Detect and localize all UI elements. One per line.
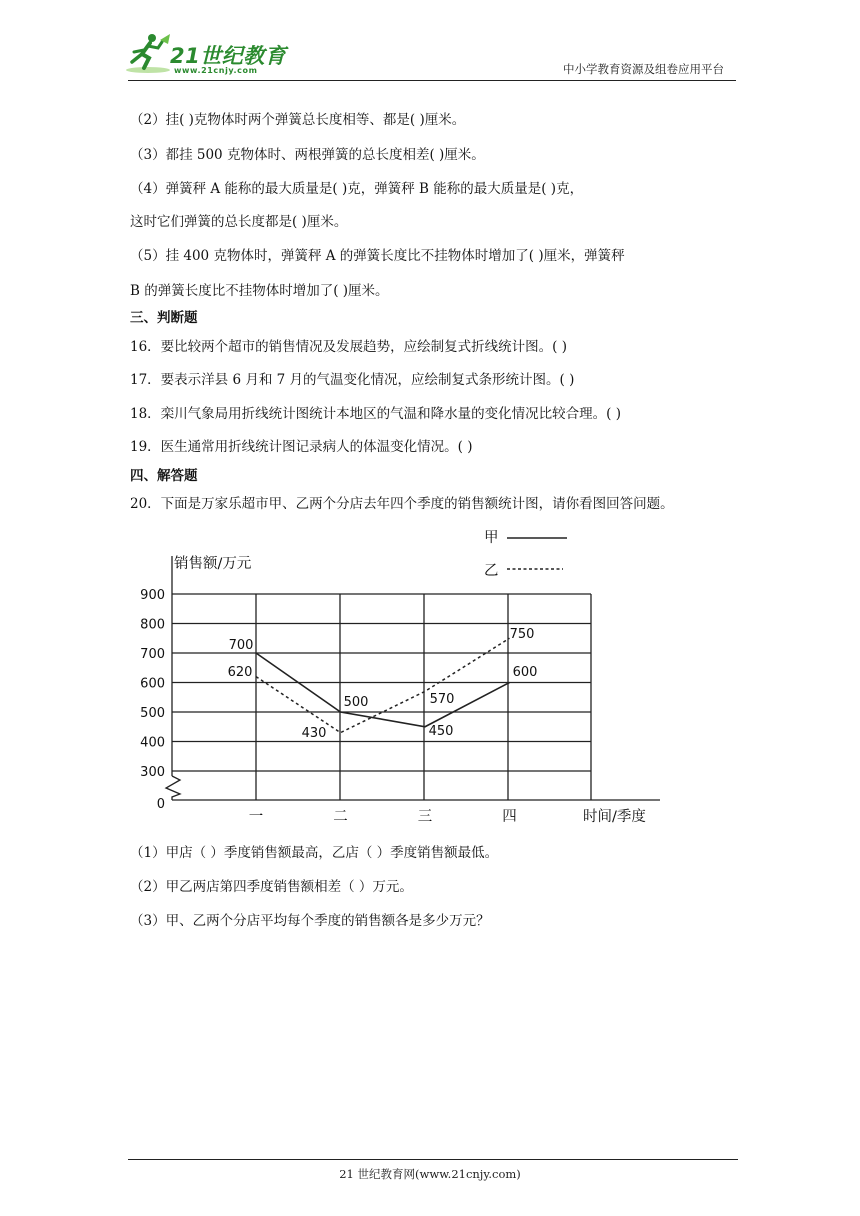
question-17: 17．要表示洋县 6 月和 7 月的气温变化情况，应绘制复式条形统计图。( ) xyxy=(130,372,575,388)
x-tick-label: 一 xyxy=(248,809,264,825)
legend-label-yi: 乙 xyxy=(484,563,499,579)
data-label-yi: 570 xyxy=(429,692,455,707)
data-label-jia: 700 xyxy=(228,638,254,653)
question-15-3: （3）都挂 500 克物体时、两根弹簧的总长度相差( )厘米。 xyxy=(130,147,485,163)
logo-brand-text: 21世纪教育 xyxy=(170,44,287,68)
footer-text: 21 世纪教育网(www.21cnjy.com) xyxy=(339,1167,521,1181)
x-tick-label: 四 xyxy=(502,809,517,825)
data-label-yi: 750 xyxy=(509,627,535,642)
data-label-yi: 430 xyxy=(301,726,327,741)
question-18: 18．栾川气象局用折线统计图统计本地区的气温和降水量的变化情况比较合理。( ) xyxy=(130,406,622,422)
footer-divider xyxy=(128,1159,738,1160)
question-15-2: （2）挂( )克物体时两个弹簧总长度相等、都是( )厘米。 xyxy=(130,112,466,128)
question-15-4-line2: 这时它们弹簧的总长度都是( )厘米。 xyxy=(130,214,348,230)
question-20: 20．下面是万家乐超市甲、乙两个分店去年四个季度的销售额统计图，请你看图回答问题。 xyxy=(130,496,674,512)
question-15-4-line1: （4）弹簧秤 A 能称的最大质量是( )克，弹簧秤 B 能称的最大质量是( )克， xyxy=(130,181,584,197)
platform-name: 中小学教育资源及组卷应用平台 xyxy=(563,62,724,76)
question-20-3: （3）甲、乙两个分店平均每个季度的销售额各是多少万元？ xyxy=(130,913,490,929)
y-tick-label: 600 xyxy=(140,676,165,692)
data-label-jia: 600 xyxy=(512,665,538,680)
question-16: 16．要比较两个超市的销售情况及发展趋势，应绘制复式折线统计图。( ) xyxy=(130,339,568,355)
y-tick-label: 300 xyxy=(140,765,165,780)
y-tick-label: 0 xyxy=(156,797,165,812)
question-19: 19．医生通常用折线统计图记录病人的体温变化情况。( ) xyxy=(130,439,473,455)
logo-url-text: www.21cnjy.com xyxy=(174,66,258,75)
section-heading-answer: 四、解答题 xyxy=(130,468,198,484)
question-20-2: （2）甲乙两店第四季度销售额相差（ ）万元。 xyxy=(130,879,413,895)
data-label-jia: 500 xyxy=(343,695,369,710)
y-tick-label: 400 xyxy=(140,735,165,751)
section-heading-judgement: 三、判断题 xyxy=(130,310,198,326)
y-tick-label: 500 xyxy=(140,706,165,721)
question-15-5-line1: （5）挂 400 克物体时，弹簧秤 A 的弹簧长度比不挂物体时增加了( )厘米，弹簧秤 xyxy=(130,248,625,264)
x-tick-label: 三 xyxy=(417,809,433,825)
y-tick-label: 800 xyxy=(140,617,165,633)
legend-label-jia: 甲 xyxy=(484,530,499,546)
series-line-jia xyxy=(256,653,510,727)
y-tick-label: 900 xyxy=(140,588,165,603)
question-15-5-line2: B 的弹簧长度比不挂物体时增加了( )厘米。 xyxy=(130,283,389,299)
axis-break-mark xyxy=(166,776,180,800)
y-tick-label: 700 xyxy=(140,647,165,662)
x-axis-label: 时间/季度 xyxy=(583,809,646,825)
question-20-1: （1）甲店（ ）季度销售额最高，乙店（ ）季度销售额最低。 xyxy=(130,845,499,861)
y-axis-label: 销售额/万元 xyxy=(174,556,252,572)
data-label-jia: 450 xyxy=(428,724,454,739)
data-label-yi: 620 xyxy=(227,665,253,680)
x-tick-label: 二 xyxy=(333,809,348,825)
